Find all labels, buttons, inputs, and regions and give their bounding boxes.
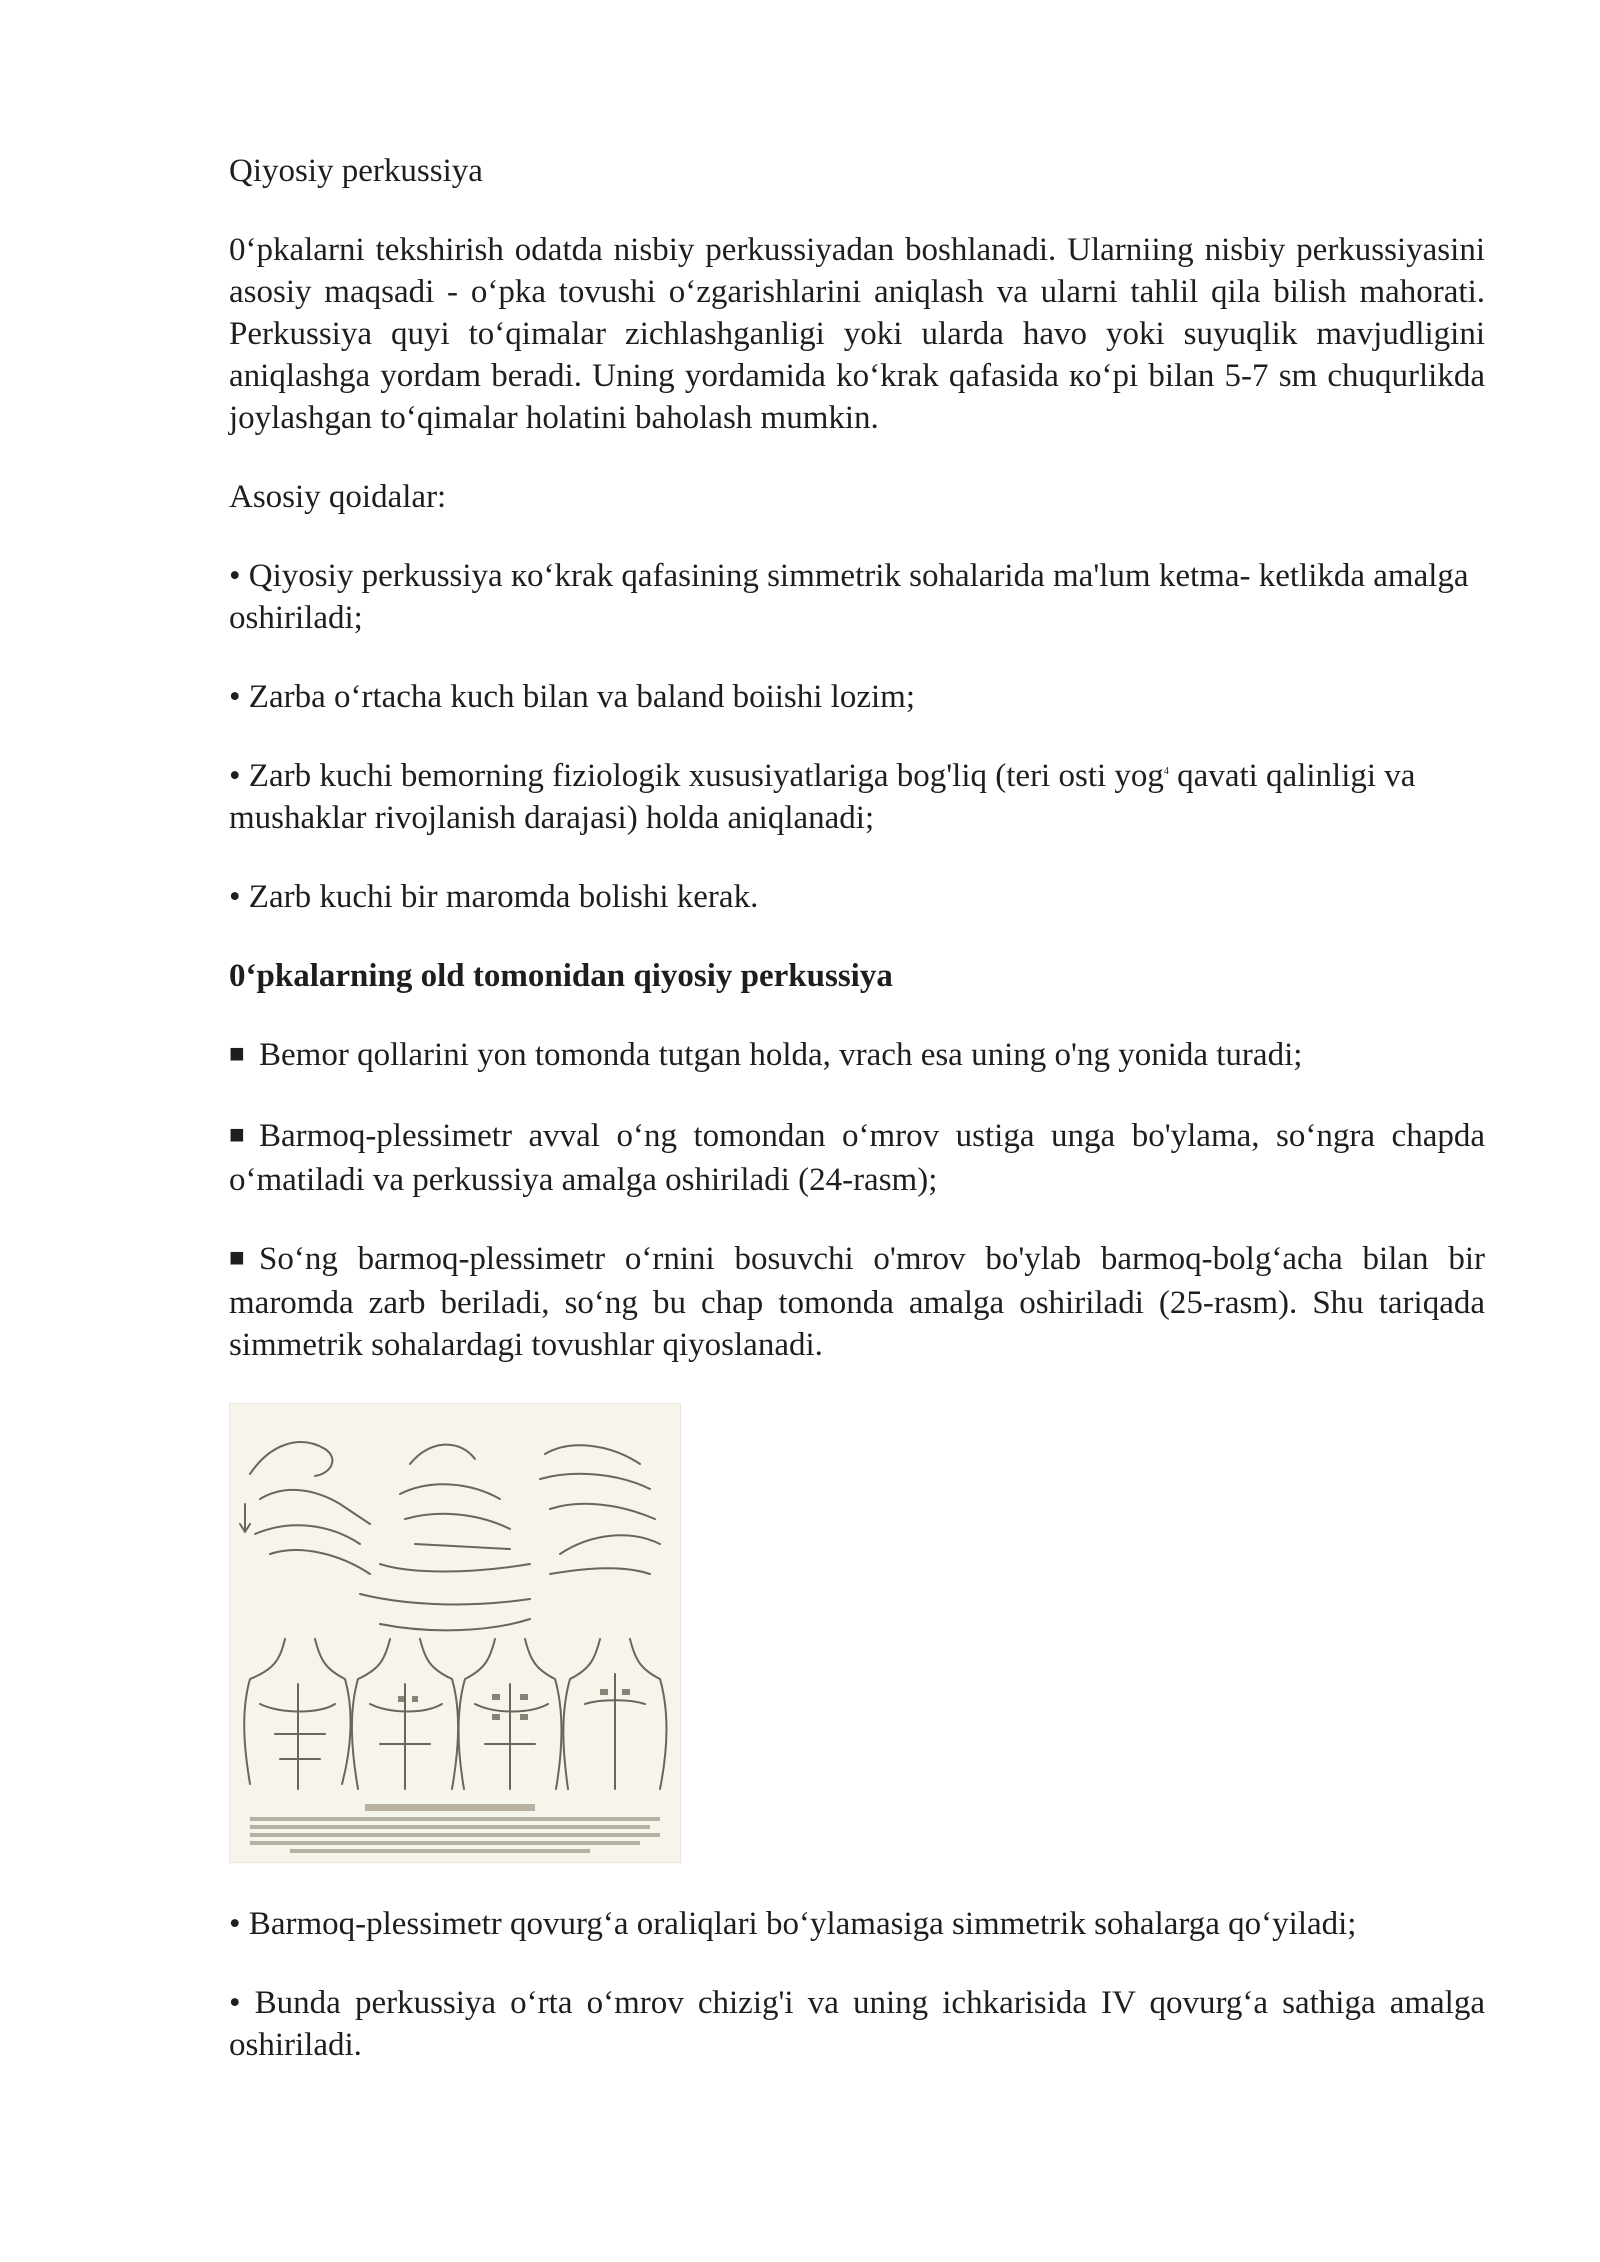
rule-text: • Zarb kuchi bemorning fiziologik xususiyatlariga bog'liq (teri osti yog — [229, 758, 1164, 794]
percussion-drawing — [230, 1404, 680, 1862]
step-text: So‘ng barmoq-plessimetr o‘rnini bosuvchi o'mrov bo'ylab barmoq-bolg‘acha bilan bir maromda zarb beriladi, so‘ng bu chap tomonda amalga oshiriladi (25-rasm). Shu tariqada simmetrik sohalardagi tovushlar qiyoslanadi. — [229, 1241, 1485, 1363]
rule-item: • Qiyosiy perkussiya кo‘krak qafasining simmetrik sohalarida ma'lum ketma- ketlikda amalga oshiriladi; — [229, 558, 1469, 636]
step-item — [229, 1115, 1485, 1201]
rule-item — [229, 755, 1485, 839]
section-heading: 0‘pkalarning old tomonidan qiyosiy perkussiya — [229, 958, 893, 994]
rule-item: • Zarba o‘rtacha kuch bilan va baland boiishi lozim; — [229, 679, 915, 715]
footnote-mark: 4 — [1163, 766, 1169, 777]
list-item: • Barmoq-plessimetr qovurg‘a oraliqlari bo‘ylamasiga simmetrik sohalarga qo‘yiladi; — [229, 1906, 1357, 1942]
intro-paragraph: 0‘pkalarni tekshirish odatda nisbiy perkussiyadan boshlanadi. Ularniing nisbiy perkussiyasini asosiy maqsadi - o‘pka tovushi o‘zgarishlarini aniqlash va ularni tahlil qila bilish mahorati. Perkussiya quyi to‘qimalar zichlashganligi yoki ularda havo yoki suyuqlik mavjudligini aniqlashga yordam beradi. Uning yordamida ko‘krak qafasida кo‘pi bilan 5-7 sm chuqurlikda joylashgan to‘qimalar holatini baholash mumkin. — [229, 232, 1485, 436]
rule-item: • Zarb kuchi bir maromda bolishi kerak. — [229, 879, 759, 915]
step-item — [229, 1034, 1485, 1078]
rule-text-continued: qavati qalinligi va mushaklar rivojlanish darajasi) holda aniqlanadi; — [229, 758, 1416, 836]
list-item: • Bunda perkussiya o‘rta o‘mrov chizig'i va uning ichkarisida IV qovurg‘a sathiga amalga oshiriladi. — [229, 1985, 1485, 2063]
rules-heading: Asosiy qoidalar: — [229, 479, 447, 515]
step-text: Bemor qollarini yon tomonda tutgan holda, vrach esa uning o'ng yonida turadi; — [259, 1037, 1303, 1073]
step-item — [229, 1238, 1485, 1366]
step-text: Barmoq-plessimetr avval o‘ng tomondan o‘mrov ustiga unga bo'ylama, so‘ngra chapda o‘matiladi va perkussiya amalga oshiriladi (24-rasm); — [229, 1118, 1485, 1198]
percussion-illustration — [229, 1403, 681, 1863]
page-title: Qiyosiy perkussiya — [229, 153, 483, 189]
document-page — [229, 150, 1485, 2103]
